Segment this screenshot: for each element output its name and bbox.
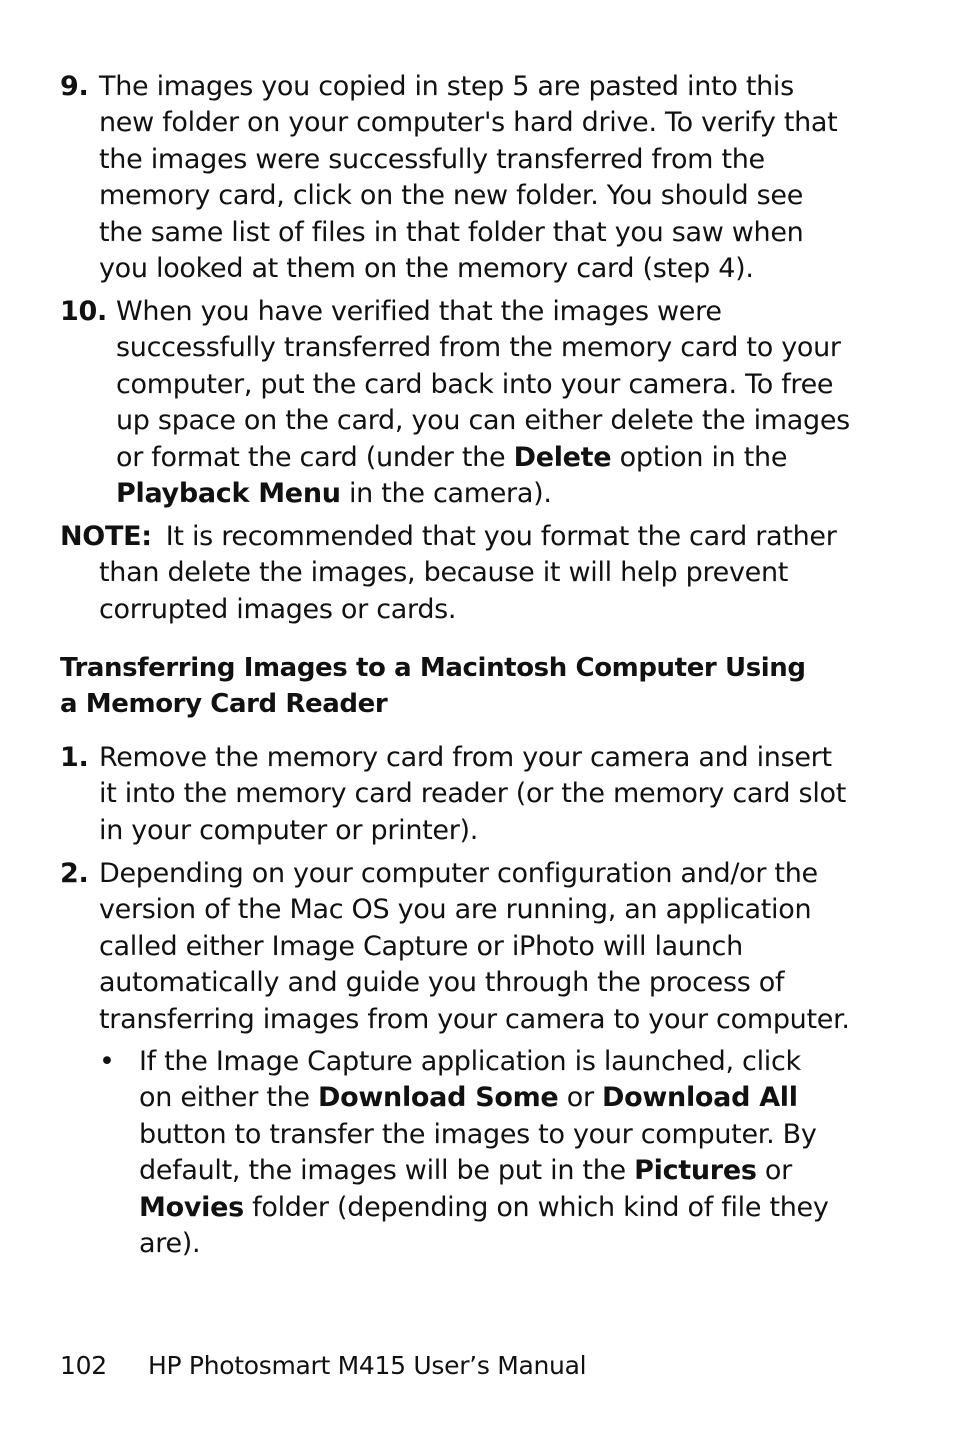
- note: [60, 519, 850, 628]
- step-10: [60, 294, 850, 512]
- section-heading: Transferring Images to a Macintosh Computer Using a Memory Card Reader: [60, 653, 806, 719]
- bullet-image-capture: [99, 1044, 839, 1262]
- step-number: 1.: [60, 742, 89, 773]
- step-text: The images you copied in step 5 are pasted into this new folder on your computer's hard drive. To verify that the images were successfully transferred from the memory card, click on the new folder. You should see the same list of files in that folder that you saw when you looked at them on the memory card (step 4).: [99, 71, 838, 285]
- step-number: 9.: [60, 71, 89, 102]
- bullet-text-part: folder (depending on which kind of file they are).: [139, 1191, 829, 1260]
- download-all-label: Download All: [602, 1082, 798, 1114]
- manual-title: HP Photosmart M415 User’s Manual: [148, 1351, 587, 1380]
- step-text-part: option in the: [611, 441, 788, 473]
- note-label: NOTE:: [60, 521, 152, 552]
- movies-folder-label: Movies: [139, 1191, 244, 1223]
- bullet-text-part: or: [756, 1155, 792, 1187]
- page-footer: [60, 1348, 586, 1384]
- bullet-text-part: If the Image Capture application is launched, click on either the: [139, 1046, 801, 1114]
- note-first-line: It is recommended that you format the card rather: [165, 521, 837, 552]
- step-2: [60, 856, 850, 1038]
- page-number: 102: [60, 1351, 107, 1380]
- step-text: [116, 294, 850, 512]
- note-text: [60, 519, 850, 628]
- note-rest: than delete the images, because it will help prevent corrupted images or cards.: [99, 557, 789, 625]
- step-text-part: When you have verified that the images were successfully transferred from the memory card to your computer, put the card back into your camera. To free up space on the card, you can either delete the images or format the card (under the: [116, 296, 850, 473]
- bullet-text-part: button to transfer the images to your computer. By default, the images will be put in the: [139, 1118, 817, 1187]
- bullet-text-part: or: [558, 1082, 603, 1114]
- playback-menu-label: Playback Menu: [116, 478, 341, 510]
- bullet-text: [139, 1044, 839, 1262]
- delete-option-label: Delete: [513, 441, 612, 473]
- step-number: 2.: [60, 858, 89, 889]
- pictures-folder-label: Pictures: [634, 1155, 757, 1187]
- step-9: [60, 69, 850, 287]
- step-text-part: in the camera).: [340, 478, 552, 510]
- step-1: [60, 740, 850, 849]
- step-number: 10.: [60, 296, 107, 327]
- step-text: Remove the memory card from your camera and insert it into the memory card reader (or the memory card slot in your computer or printer).: [99, 742, 847, 846]
- download-some-label: Download Some: [318, 1082, 559, 1114]
- step-text: Depending on your computer configuration and/or the version of the Mac OS you are running, an application called either Image Capture or iPhoto will launch automatically and guide you through the process of transferring images from your camera to your computer.: [99, 858, 850, 1035]
- bullet-marker: •: [99, 1046, 115, 1077]
